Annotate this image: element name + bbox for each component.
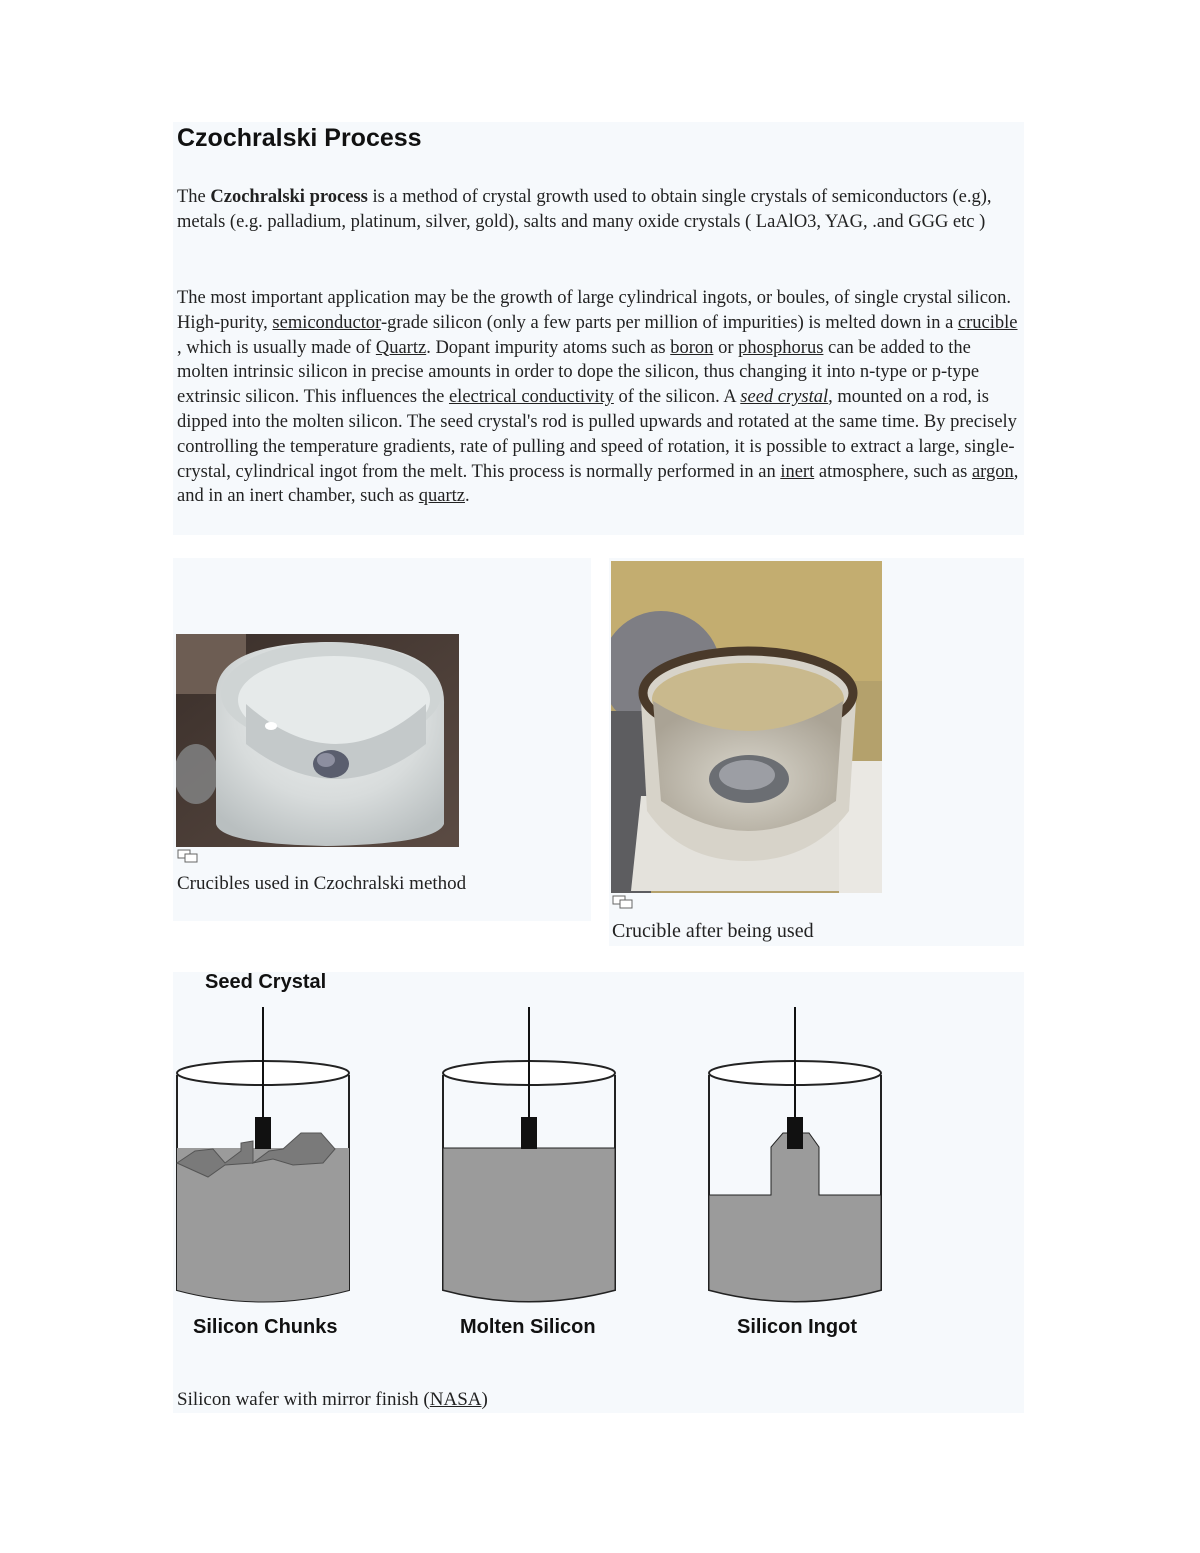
link-seed-crystal[interactable]: seed crystal [740, 387, 829, 408]
p1-lead: The [177, 187, 211, 207]
stage-label-silicon-chunks: Silicon Chunks [193, 1316, 338, 1338]
link-inert[interactable]: inert [780, 461, 815, 482]
p1-bold-term: Czochralski process [210, 187, 368, 207]
stage-label-molten-silicon: Molten Silicon [460, 1316, 596, 1338]
p2-text: , mounted on a rod, is dipped into the molten silicon. The seed crystal's rod is pulled upwards and rotated at the same time. By precisely controlling the temperature gradients, rate of pulling and speed of rotation, it is possible to extract a large, single-crystal, cylindrical ingot from the melt. This process is normally performed in an [177, 387, 1017, 482]
p2-text: , and in an inert chamber, such as [177, 461, 1019, 507]
crucible-silicon-ingot [709, 1007, 881, 1302]
crucible-molten-silicon [443, 1007, 615, 1302]
p2-text: can be added to the molten intrinsic silicon in precise amounts in order to dope the silicon, thus changing it into n-type or p-type extrinsic silicon. This influences the [177, 337, 980, 408]
p1-rest: is a method of crystal growth used to obtain single crystals of semiconductors (e.g), metals (e.g. palladium, platinum, silver, gold), salts and many oxide crystals ( LaAlO3, YAG, .and GGG etc ) [177, 187, 992, 232]
caption-silicon-wafer [177, 1389, 488, 1411]
link-phosphorus[interactable]: phosphorus [738, 337, 824, 358]
seed-crystal-block [787, 1117, 803, 1149]
seed-crystal-block [521, 1117, 537, 1149]
p2-text: , which is usually made of [177, 337, 376, 358]
link-argon[interactable]: argon [971, 461, 1014, 482]
p2-text: of the silicon. A [613, 387, 741, 408]
crucibles-photo[interactable] [176, 634, 459, 847]
page-title: Czochralski Process [177, 124, 422, 152]
p2-text: The most important application may be the growth of large cylindrical ingots, or boules, of single crystal silicon. High-purity, [177, 288, 1012, 333]
stage-label-silicon-ingot: Silicon Ingot [737, 1316, 857, 1338]
p2-text: . Dopant impurity atoms such as [426, 337, 671, 358]
crucible-silicon-chunks [177, 1007, 349, 1302]
seed-crystal-label: Seed Crystal [205, 971, 327, 993]
caption3-text: Silicon wafer with mirror finish ( [177, 1389, 430, 1410]
caption-crucibles: Crucibles used in Czochralski method [177, 873, 467, 894]
link-nasa[interactable]: NASA [429, 1389, 482, 1410]
czochralski-diagram [173, 965, 1024, 1365]
p2-text: . [464, 486, 470, 507]
application-paragraph [177, 286, 1022, 509]
link-crucible[interactable]: crucible [957, 312, 1018, 333]
p2-text: or [713, 337, 739, 358]
used-crucible-photo[interactable] [611, 561, 882, 893]
caption-used-crucible: Crucible after being used [612, 920, 814, 942]
link-electrical-conductivity[interactable]: electrical conductivity [448, 387, 614, 408]
link-semiconductor[interactable]: semiconductor [272, 312, 381, 333]
link-quartz-chamber[interactable]: quartz [418, 486, 465, 507]
p2-text: -grade silicon (only a few parts per million of impurities) is melted down in a [380, 312, 958, 333]
link-quartz[interactable]: Quartz [375, 337, 427, 358]
seed-crystal-block [255, 1117, 271, 1149]
magnify-enlarge-icon[interactable] [177, 849, 199, 863]
p2-text: atmosphere, such as [814, 461, 972, 482]
magnify-enlarge-icon[interactable] [612, 895, 634, 909]
link-boron[interactable]: boron [670, 337, 714, 358]
intro-paragraph [177, 185, 1022, 235]
caption3-close: ) [481, 1389, 488, 1410]
